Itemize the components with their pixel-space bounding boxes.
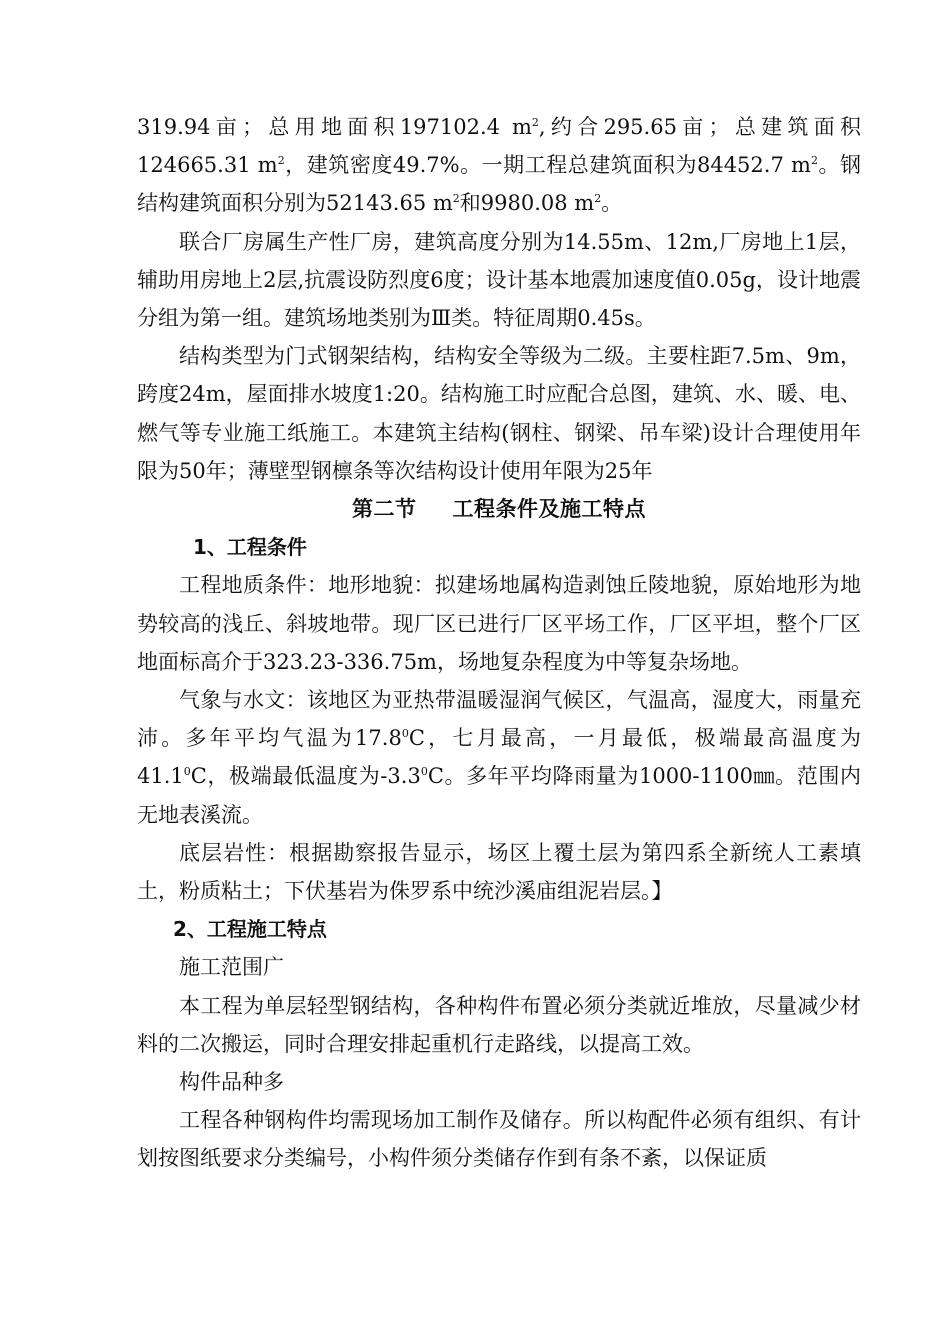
section-heading xyxy=(137,490,861,528)
superscript: 2 xyxy=(277,154,285,168)
subheading-engineering-conditions: 1、工程条件 xyxy=(193,535,307,560)
section-title: 工程条件及施工特点 xyxy=(452,497,646,522)
text-run: 。 xyxy=(601,191,623,216)
text-run: 319.94亩；总用地面积197102.4 m xyxy=(137,115,532,139)
superscript: 0 xyxy=(183,765,191,779)
paragraph-structure-type: 结构类型为门式钢架结构，结构安全等级为二级。主要柱距7.5m、9m，跨度24m，屋面排水坡度1:20。结构施工时应配合总图，建筑、水、暖、电、燃气等专业施工纸施工。本建筑主结构(钢柱、钢梁、吊车梁)设计合理使用年限为50年；薄壁型钢檩条等次结构设计使用年限为25年 xyxy=(137,344,861,483)
text-run: C，极端最低温度为-3.3 xyxy=(190,764,421,789)
document-body xyxy=(137,108,861,1178)
paragraph-geology: 工程地质条件：地形地貌：拟建场地属构造剥蚀丘陵地貌，原始地形为地势较高的浅丘、斜坡地带。现厂区已进行厂区平场工作，厂区平坦，整个厂区地面标高介于323.23-336.75m，场地复杂程度为中等复杂场地。 xyxy=(137,573,861,674)
superscript: 2 xyxy=(810,154,818,168)
section-number: 第二节 xyxy=(352,497,417,522)
text-run: 。钢结构建筑面积分别为52143.65 m xyxy=(137,153,862,216)
paragraph-area-stats xyxy=(137,108,861,223)
text-run: C，七月最高，一月最低，极端最高温度为41.1 xyxy=(137,726,861,789)
paragraph-many-components: 工程各种钢构件均需现场加工制作及储存。所以构配件必须有组织、有计划按图纸要求分类编号，小构件须分类储存作到有条不紊，以保证质 xyxy=(137,1108,861,1171)
text-run: 气象与水文：该地区为亚热带温暖湿润气候区，气温高，湿度大，雨量充沛。多年平均气温为17.8 xyxy=(137,688,861,751)
superscript: 2 xyxy=(452,192,460,206)
item-title-many-components: 构件品种多 xyxy=(179,1070,284,1095)
superscript: 2 xyxy=(531,116,539,129)
superscript: 2 xyxy=(594,192,602,206)
text-run: C。多年平均降雨量为1000-1100㎜。范围内无地表溪流。 xyxy=(137,764,861,827)
superscript: 0 xyxy=(401,727,409,741)
paragraph-building-seismic: 联合厂房属生产性厂房，建筑高度分别为14.55m、12m,厂房地上1层，辅助用房地上2层,抗震设防烈度6度；设计基本地震加速度值0.05g，设计地震分组为第一组。建筑场地类别为Ⅲ类。特征周期0.45s。 xyxy=(137,229,861,331)
superscript: 0 xyxy=(420,765,428,779)
text-run: ，建筑密度49.7%。一期工程总建筑面积为84452.7 m xyxy=(284,153,811,178)
paragraph-wide-scope: 本工程为单层轻型钢结构，各种构件布置必须分类就近堆放，尽量减少材料的二次搬运，同时合理安排起重机行走路线，以提高工效。 xyxy=(137,993,861,1056)
text-run: 和9980.08 m xyxy=(459,191,595,216)
item-title-wide-scope: 施工范围广 xyxy=(179,955,284,980)
text-run: ,约合295.65亩；总建筑面积124665.31 m xyxy=(137,115,861,178)
paragraph-rock: 底层岩性：根据勘察报告显示，场区上覆土层为第四系全新统人工素填土，粉质粘土；下伏基岩为侏罗系中统沙溪庙组泥岩层。】 xyxy=(137,840,861,904)
paragraph-climate xyxy=(137,681,861,834)
subheading-construction-features: 2、工程施工特点 xyxy=(173,917,327,942)
